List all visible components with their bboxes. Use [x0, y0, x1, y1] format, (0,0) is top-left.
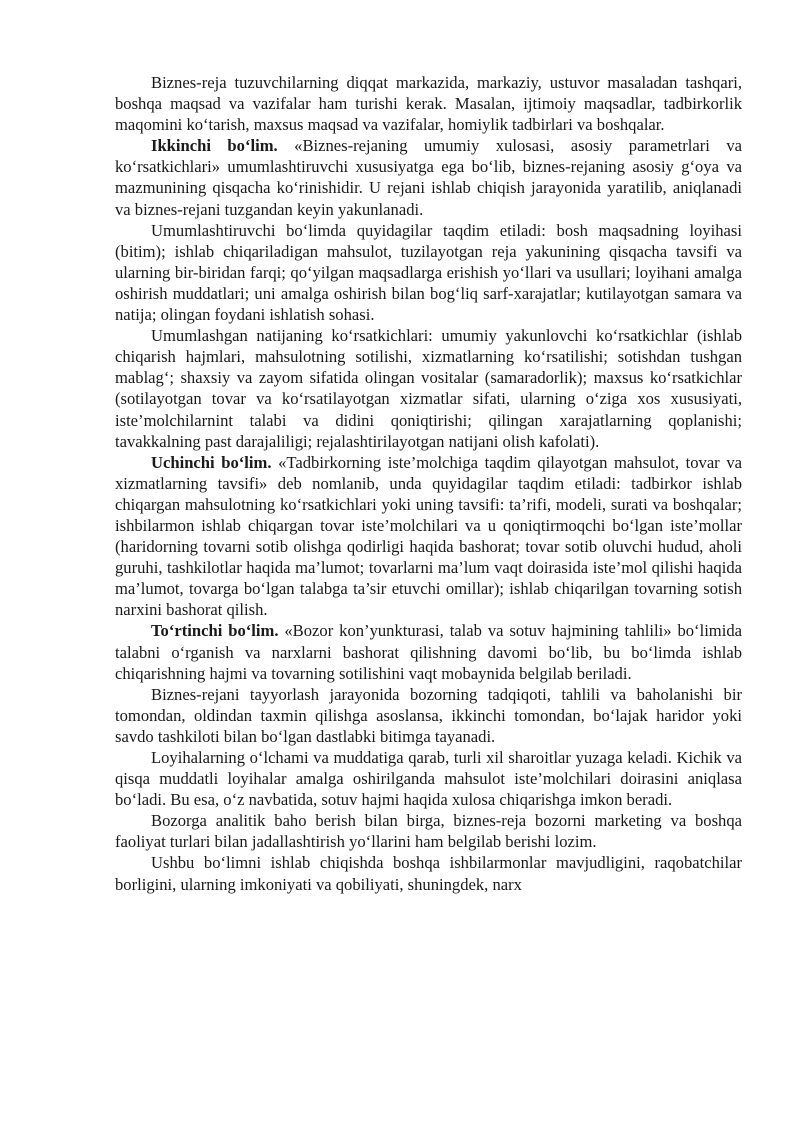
paragraph-text: Biznes-rejani tayyorlash jarayonida bozorning tadqiqoti, tahlili va baholanishi bir tomondan, oldindan taxmin qilishga asoslansa, ikkinchi tomondan, bo‘lajak haridor yoki savdo tashkiloti bilan bo‘lgan dastlabki bitimga tayanadi.	[115, 684, 742, 746]
paragraph-section-3	[115, 452, 742, 621]
paragraph-section-2	[115, 135, 742, 219]
document-page	[115, 72, 742, 895]
paragraph-market-research	[115, 684, 742, 747]
section-heading: To‘rtinchi bo‘lim.	[151, 621, 279, 641]
paragraph-project-size	[115, 747, 742, 810]
section-heading: Ikkinchi bo‘lim.	[151, 136, 278, 156]
paragraph-text: «Biznes-rejaning umumiy xulosasi, asosiy parametrlari va ko‘rsatkichlari» umumlashtiruvchi xususiyatga ega bo‘lib, biznes-rejaning asosiy g‘oya va mazmunining qisqacha ko‘rinishidir. U rejani ishlab chiqish jarayonida yaratilib, aniqlanadi va biznes-rejani tuzgandan keyin yakunlanadi.	[115, 136, 742, 219]
paragraph-text: Loyihalarning o‘lchami va muddatiga qarab, turli xil sharoitlar yuzaga keladi. Kichik va qisqa muddatli loyihalar amalga oshirilganda mahsulot iste’molchilari doirasini aniqlasa bo‘ladi. Bu esa, o‘z navbatida, sotuv hajmi haqida xulosa chiqarishga imkon beradi.	[115, 748, 742, 810]
section-heading: Uchinchi bo‘lim.	[151, 452, 272, 472]
paragraph-section-4	[115, 620, 742, 683]
paragraph-text: Umumlashtiruvchi bo‘limda quyidagilar taqdim etiladi: bosh maqsadning loyihasi (bitim); ishlab chiqariladigan mahsulot, tuzilayotgan reja yakunining qisqacha tavsifi va ularning bir-biridan farqi; qo‘yilgan maqsadlarga erishish yo‘llari va usullari; loyihani amalga oshirish muddatlari; uni amalga oshirish bilan bog‘liq sarf-xarajatlar; kutilayotgan samara va natija; olingan foydani ishlatish sohasi.	[115, 220, 742, 325]
paragraph-summary-items	[115, 220, 742, 325]
paragraph-text: Biznes-reja tuzuvchilarning diqqat markazida, markaziy, ustuvor masaladan tashqari, boshqa maqsad va vazifalar ham turishi kerak. Masalan, ijtimoiy maqsadlar, tadbirkorlik maqomini ko‘tarish, maxsus maqsad va vazifalar, homiylik tadbirlari va boshqalar.	[115, 73, 742, 135]
paragraph-market-assessment	[115, 810, 742, 852]
paragraph-text: Ushbu bo‘limni ishlab chiqishda boshqa ishbilarmonlar mavjudligini, raqobatchilar borligini, ularning imkoniyati va qobiliyati, shuningdek, narx	[115, 853, 742, 894]
paragraph-intro	[115, 72, 742, 135]
paragraph-competitors	[115, 852, 742, 894]
paragraph-text: Umumlashgan natijaning ko‘rsatkichlari: umumiy yakunlovchi ko‘rsatkichlar (ishlab chiqarish hajmlari, mahsulotning sotilishi, xizmatlarning ko‘rsatilishi; sotishdan tushgan mablag‘; shaxsiy va zayom sifatida olingan vositalar (samaradorlik); maxsus ko‘rsatkichlar (sotilayotgan tovar va ko‘rsatilayotgan xizmatlar sifati, ularning o‘ziga xos xususiyati, iste’molchilarnint talabi va didini qoniqtirishi; qilingan xarajatlarning qoplanishi; tavakkalning past darajaliligi; rejalashtirilayotgan natijani olish kafolati).	[115, 326, 742, 451]
paragraph-text: Bozorga analitik baho berish bilan birga, biznes-reja bozorni marketing va boshqa faoliyat turlari bilan jadallashtirish yo‘llarini ham belgilab berishi lozim.	[115, 811, 742, 852]
paragraph-text: «Tadbirkorning iste’molchiga taqdim qilayotgan mahsulot, tovar va xizmatlarning tavsifi» deb nomlanib, unda quyidagilar taqdim etiladi: tadbirkor ishlab chiqargan mahsulotning ko‘rsatkichlari yoki uning tavsifi: ta’rifi, modeli, surati va boshqalar; ishbilarmon ishlab chiqargan tovar iste’molchilari va u qoniqtirmoqchi bo‘lgan iste’mollar (haridorning tovarni sotib olishga qodirligi haqida bashorat; tovar sotib oluvchi hudud, aholi guruhi, tashkilotlar haqida ma’lumot; tovarlarni ma’lum vaqt doirasida iste’mol qilishi haqida ma’lumot, tovarga bo‘lgan talabga ta’sir etuvchi omillar); ishlab chiqarilgan tovarning sotish narxini bashorat qilish.	[115, 452, 742, 620]
paragraph-text: «Bozor kon’yunkturasi, talab va sotuv hajmining tahlili» bo‘limida talabni o‘rganish va narxlarni bashorat qilishning davomi bo‘lib, bu bo‘limda ishlab chiqarishning hajmi va tovarning sotilishini vaqt mobaynida belgilab beriladi.	[115, 621, 742, 683]
paragraph-indicators	[115, 325, 742, 452]
